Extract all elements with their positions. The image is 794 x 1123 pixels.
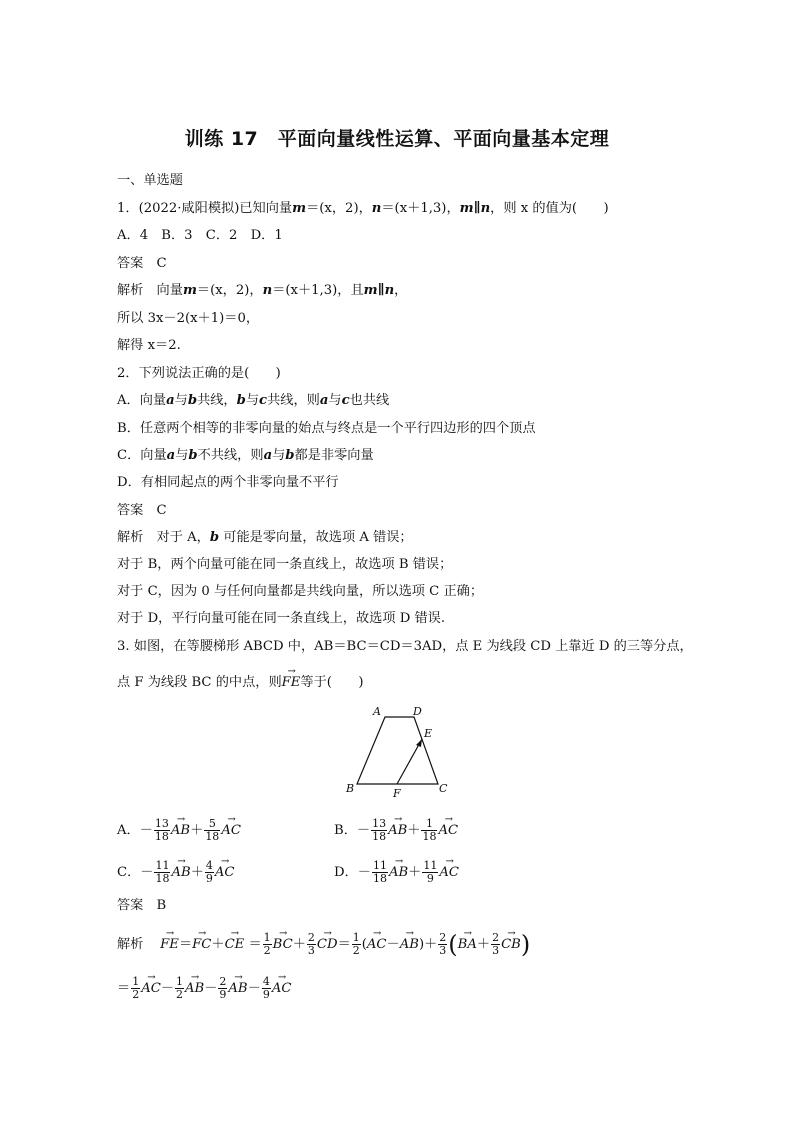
q1-step1: 所以 3x－2(x＋1)＝0，: [117, 311, 260, 326]
q3-option-c: C．－ $\frac{11}{18}$ → AB＋ $\frac{4}{9}$ → AC: [117, 860, 235, 885]
label-e: E: [424, 727, 433, 740]
q3-stem-line2: 点 F 为线段 BC 的中点，则→ FE等于( ): [117, 672, 363, 692]
q2-analysis-1: 解析 对于 A，b 可能是零向量，故选项 A 错误；: [117, 530, 413, 545]
q1-step2: 解得 x＝2.: [117, 338, 181, 353]
q2-analysis-2: 对于 B，两个向量可能在同一条直线上，故选项 B 错误；: [117, 557, 453, 572]
q2-option-d: D．有相同起点的两个非零向量不平行: [117, 475, 339, 490]
q3-analysis-line1: 解析 → FE＝→ FC＋→ CE ＝ $\frac{1}{2}$ → BC＋ $\frac{2}{3}$ → CD＝ $\frac{1}{2}$ (→ AC－→ AB)＋ $\frac{2}{3}$ (→ BA＋ $\frac{2}{3}$ → CB): [117, 932, 530, 957]
section-heading: 一、单选题: [117, 173, 183, 188]
q2-analysis-4: 对于 D，平行向量可能在同一条直线上，故选项 D 错误.: [117, 611, 446, 626]
q1-stem: 1．(2022·咸阳模拟)已知向量m＝(x，2)，n＝(x＋1,3)，m∥n，则 x 的值为( ): [117, 201, 609, 216]
q1-analysis: 解析 向量m＝(x，2)，n＝(x＋1,3)，且m∥n，: [117, 283, 408, 298]
label-b: B: [346, 782, 355, 795]
q3-analysis-line2: ＝ $\frac{1}{2}$ → AC－ $\frac{1}{2}$ → AB－ $\frac{2}{9}$ → AB－ $\frac{4}{9}$ → AC: [117, 976, 291, 1001]
q2-option-b: B．任意两个相等的非零向量的始点与终点是一个平行四边形的四个顶点: [117, 421, 536, 436]
label-f: F: [393, 787, 401, 800]
q3-answer: 答案 B: [117, 898, 167, 913]
label-a: A: [373, 705, 381, 718]
q3-option-a: A．－ $\frac{13}{18}$ → AB＋ $\frac{5}{18}$ → AC: [117, 818, 241, 843]
trapezoid-figure: [338, 700, 458, 800]
q2-analysis-3: 对于 C，因为 0 与任何向量都是共线向量，所以选项 C 正确；: [117, 584, 484, 599]
q2-option-a: A．向量a与b共线，b与c共线，则a与c也共线: [117, 393, 390, 408]
q1-options: A．4 B．3 C．2 D．1: [117, 228, 283, 243]
page-title: 训练 17 平面向量线性运算、平面向量基本定理: [184, 128, 610, 150]
q3-option-b: B．－ $\frac{13}{18}$ → AB＋ $\frac{1}{18}$ → AC: [334, 818, 458, 843]
q1-answer: 答案 C: [117, 256, 167, 271]
q2-answer: 答案 C: [117, 503, 167, 518]
label-c: C: [439, 782, 448, 795]
label-d: D: [413, 705, 422, 718]
q3-option-d: D．－ $\frac{11}{18}$ → AB＋ $\frac{11}{9}$ → AC: [334, 860, 459, 885]
q2-stem: 2．下列说法正确的是( ): [117, 366, 281, 381]
q2-option-c: C．向量a与b不共线，则a与b都是非零向量: [117, 448, 374, 463]
fe-arrowhead: [416, 739, 422, 747]
q3-stem-line1: 3. 如图，在等腰梯形 ABCD 中，AB＝BC＝CD＝3AD，点 E 为线段 CD 上靠近 D 的三等分点，: [117, 639, 693, 654]
